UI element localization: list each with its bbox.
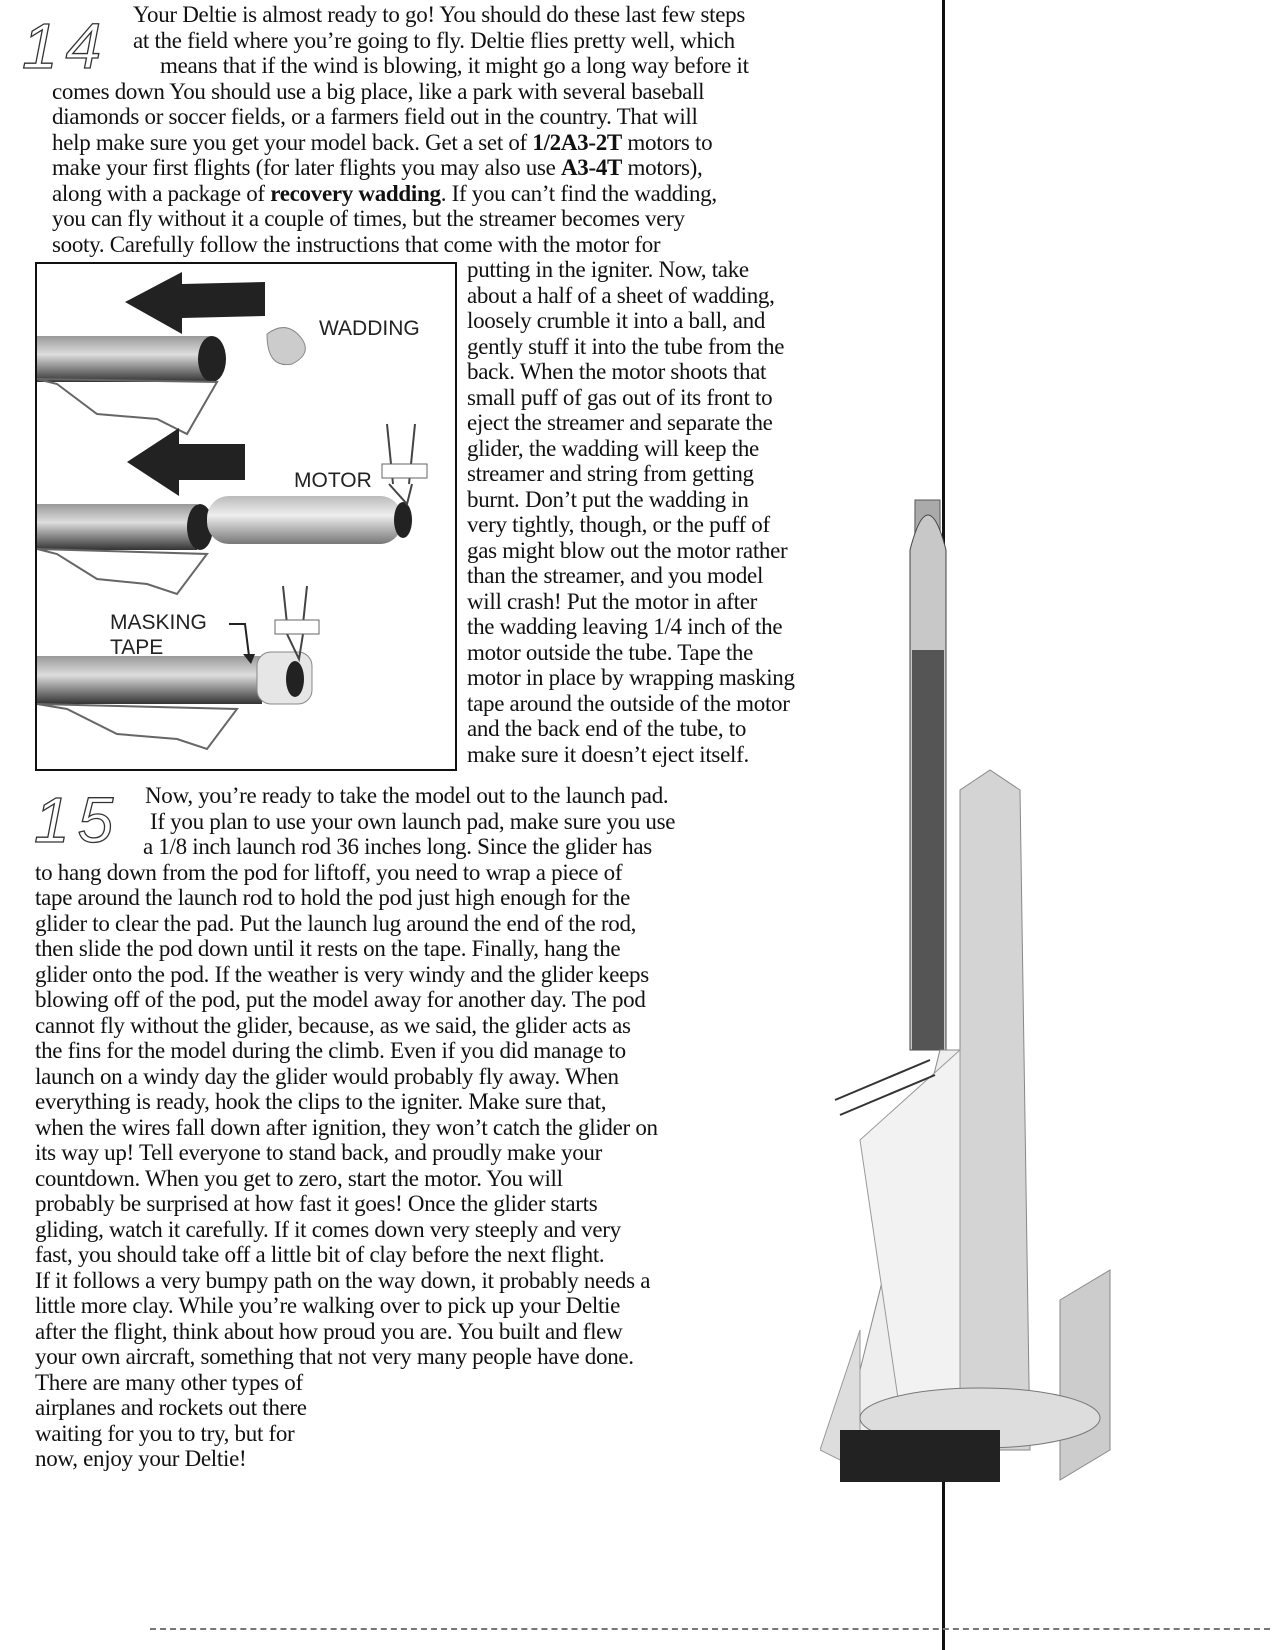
step14-line: sooty. Carefully follow the instructions that come with the motor for [52, 231, 661, 257]
step14-line: help make sure you get your model back. Get a set of 1/2A3-2T motors to [52, 129, 713, 155]
step15-line: launch on a windy day the glider would probably fly away. When [35, 1063, 619, 1089]
step15-line: gliding, watch it carefully. If it comes down very steeply and very [35, 1216, 621, 1242]
step15-line: to hang down from the pod for liftoff, you need to wrap a piece of [35, 859, 623, 885]
step14-line: burnt. Don’t put the wadding in [467, 486, 749, 512]
step15-line: now, enjoy your Deltie! [35, 1446, 247, 1471]
step15-line: countdown. When you get to zero, start the motor. You will [35, 1165, 563, 1191]
step14-line: comes down You should use a big place, like a park with several baseball [52, 78, 705, 104]
masking-tape-label-line1: MASKING [110, 611, 207, 634]
step14-line: loosely crumble it into a ball, and [467, 308, 766, 333]
step15-line: glider to clear the pad. Put the launch lug around the end of the rod, [35, 910, 637, 936]
step15-line: blowing off of the pod, put the model away for another day. The pod [35, 987, 646, 1012]
step14-line: streamer and string from getting [467, 461, 754, 486]
step15-line: airplanes and rockets out there [35, 1395, 307, 1420]
step14-line: make your first flights (for later flights you may also use A3-4T motors), [52, 155, 703, 180]
step14-line: very tightly, though, or the puff of [467, 512, 770, 537]
step14-line: at the field where you’re going to fly. Deltie flies pretty well, which [133, 27, 735, 53]
step-14-number: 14 [22, 10, 110, 82]
motor-step [37, 424, 427, 594]
step14-line: the wadding leaving 1/4 inch of the [467, 614, 783, 639]
step14-line: along with a package of recovery wadding. If you can’t find the wadding, [52, 180, 717, 206]
step15-line: everything is ready, hook the clips to the igniter. Make sure that, [35, 1089, 607, 1114]
step14-line: back. When the motor shoots that [467, 359, 767, 384]
step14-line: motor outside the tube. Tape the [467, 639, 754, 665]
step15-line: If you plan to use your own launch pad, make sure you use [150, 808, 676, 834]
step15-line: a 1/8 inch launch rod 36 inches long. Since the glider has [143, 834, 652, 859]
step14-line: small puff of gas out of its front to [467, 384, 773, 410]
step15-line: when the wires fall down after ignition, they won’t catch the glider on [35, 1114, 658, 1140]
step15-line: Now, you’re ready to take the model out to the launch pad. [145, 783, 669, 808]
step15-line: its way up! Tell everyone to stand back, and proudly make your [35, 1140, 602, 1165]
step14-line: glider, the wadding will keep the [467, 435, 759, 461]
step15-line: probably be surprised at how fast it goes! Once the glider starts [35, 1191, 598, 1216]
step15-line: waiting for you to try, but for [35, 1420, 295, 1446]
step14-line: tape around the outside of the motor [467, 690, 790, 716]
arrow-icon [127, 428, 245, 496]
step14-line: motor in place by wrapping masking [467, 665, 795, 690]
step15-line: glider onto the pod. If the weather is very windy and the glider keeps [35, 961, 649, 987]
masking-tape-label-line2: TAPE [110, 636, 164, 659]
step14-line: about a half of a sheet of wadding, [467, 282, 775, 308]
wadding-label: WADDING [319, 317, 420, 340]
step14-line: make sure it doesn’t eject itself. [467, 741, 749, 767]
step15-line: your own aircraft, something that not very many people have done. [35, 1344, 634, 1369]
step14-line: and the back end of the tube, to [467, 716, 747, 741]
step14-line: gas might blow out the motor rather [467, 537, 788, 563]
step15-line: cannot fly without the glider, because, as we said, the glider acts as [35, 1012, 631, 1038]
step15-line: after the flight, think about how proud you are. You built and flew [35, 1318, 623, 1344]
wadding-step [37, 272, 305, 434]
page-bottom-rule [150, 1628, 1270, 1631]
step-15-number: 15 [34, 784, 122, 856]
step14-line: means that if the wind is blowing, it might go a long way before it [160, 53, 749, 78]
step14-line: Your Deltie is almost ready to go! You should do these last few steps [133, 2, 745, 27]
step14-line: than the streamer, and you model [467, 563, 764, 588]
step15-line: If it follows a very bumpy path on the way down, it probably needs a [35, 1267, 651, 1293]
motor-label: MOTOR [294, 469, 372, 492]
step15-line: then slide the pod down until it rests on the tape. Finally, hang the [35, 936, 621, 961]
step15-line: little more clay. While you’re walking over to pick up your Deltie [35, 1293, 621, 1318]
step15-line: tape around the launch rod to hold the pod just high enough for the [35, 885, 631, 910]
step14-line: gently stuff it into the tube from the [467, 333, 785, 359]
arrow-icon [125, 272, 265, 334]
step14-line: you can fly without it a couple of times, but the streamer becomes very [52, 206, 685, 231]
step14-line: will crash! Put the motor in after [467, 588, 758, 614]
step15-line: the fins for the model during the climb. Even if you did manage to [35, 1038, 626, 1063]
deltie-rocket-illustration [820, 490, 1120, 1490]
step14-line: diamonds or soccer fields, or a farmers field out in the country. That will [52, 104, 698, 129]
motor-installation-figure [35, 262, 457, 771]
step15-line: There are many other types of [35, 1369, 303, 1395]
step14-line: eject the streamer and separate the [467, 410, 773, 435]
step14-line: putting in the igniter. Now, take [467, 257, 749, 282]
step15-line: fast, you should take off a little bit of clay before the next flight. [35, 1242, 605, 1267]
